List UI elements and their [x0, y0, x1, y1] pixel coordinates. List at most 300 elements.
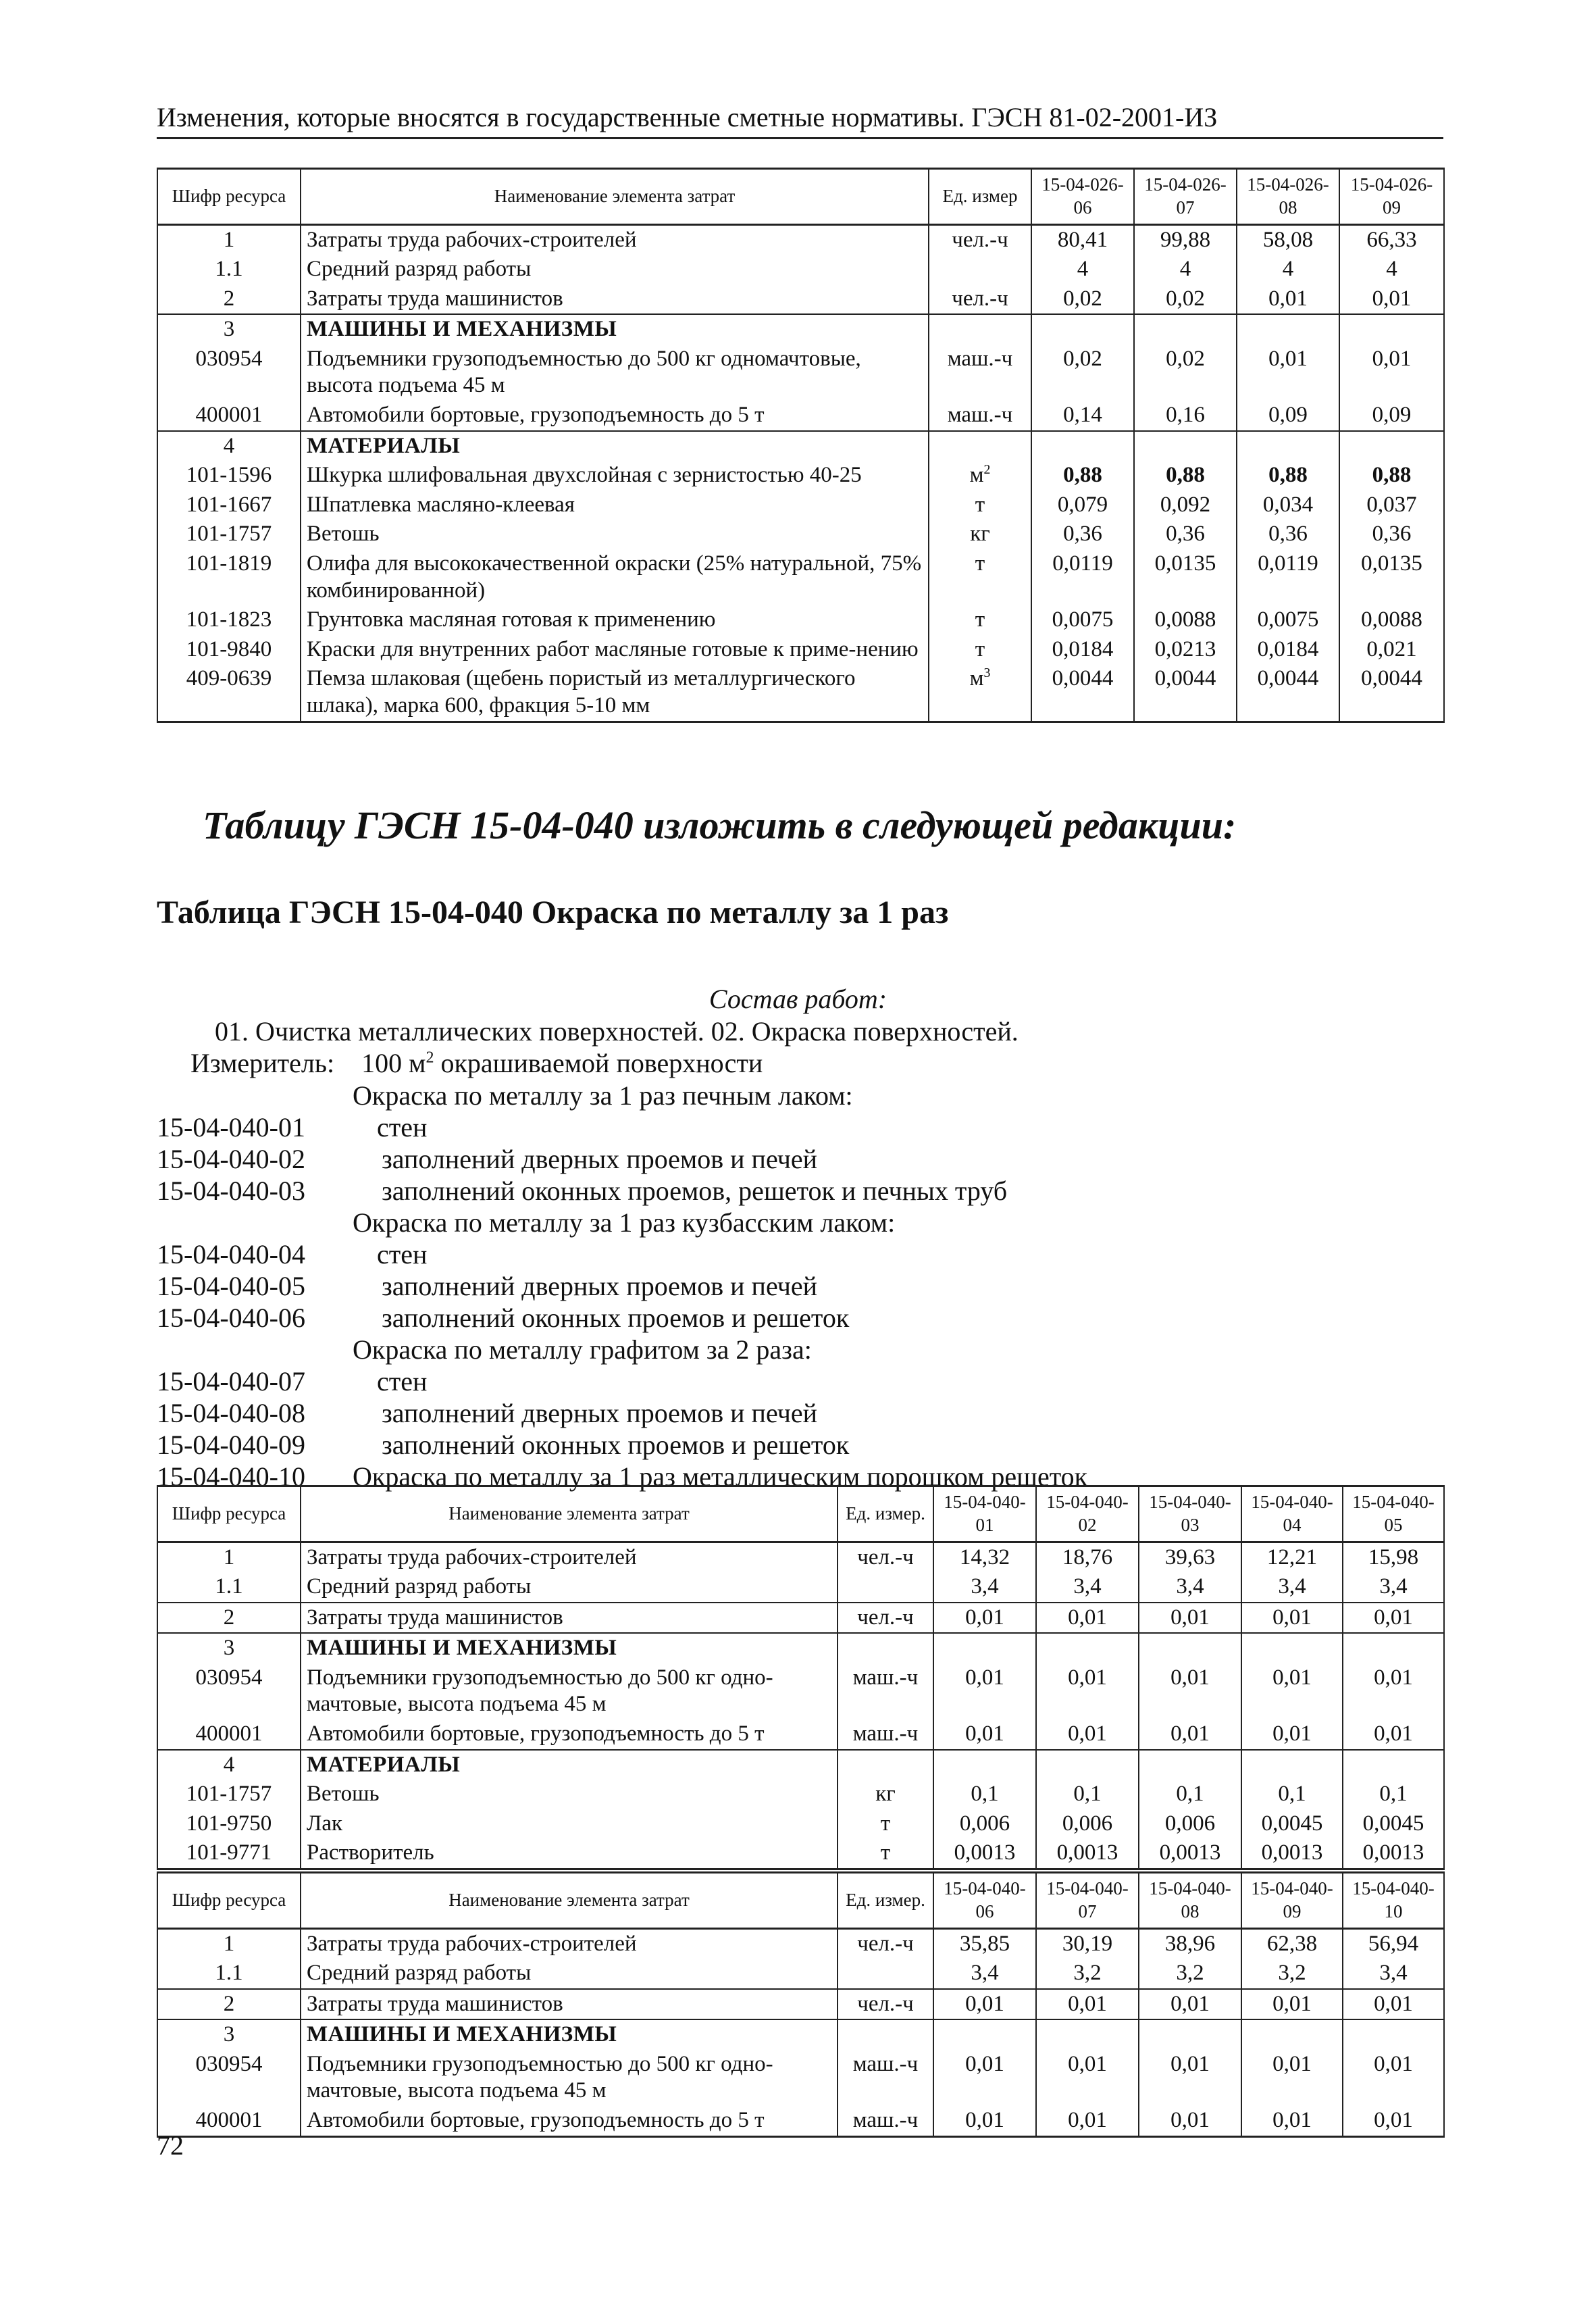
column-header: Ед. измер — [929, 169, 1031, 225]
cell-text: 0,01 — [1272, 1721, 1312, 1746]
cell-text: 0,01 — [1272, 1605, 1312, 1630]
norm-value — [1036, 2106, 1139, 2136]
column-header: Шифр ресурса — [157, 169, 301, 225]
norm-value — [933, 1542, 1036, 1572]
norm-value — [1134, 635, 1237, 665]
resource-name — [301, 255, 929, 284]
norm-value — [933, 1809, 1036, 1839]
cell-text: 3,2 — [1176, 1961, 1204, 1986]
norm-value — [1241, 1542, 1343, 1572]
resource-code — [157, 1603, 301, 1634]
meter-rest: окрашиваемой поверхности — [434, 1048, 763, 1078]
page-number: 72 — [157, 2130, 184, 2161]
cell-text: 101-1823 — [186, 607, 272, 632]
running-header: Изменения, которые вносятся в государственные сметные нормативы. ГЭСН 81-02-2001-ИЗ — [157, 101, 1443, 139]
cell-text: 1.1 — [215, 1961, 243, 1986]
cell-text: 18,76 — [1062, 1544, 1113, 1569]
unit — [838, 2106, 933, 2136]
cell-text: маш.-ч — [852, 2051, 919, 2076]
column-header: 15-04-040-03 — [1139, 1486, 1241, 1542]
norm-value — [1343, 1780, 1444, 1809]
norm-value — [1343, 1989, 1444, 2020]
cell-text: 3 — [223, 1636, 235, 1661]
norm-description: стен — [377, 1112, 428, 1142]
unit — [838, 1750, 933, 1780]
norm-value — [1237, 664, 1339, 722]
cell-text: 0,01 — [1170, 1665, 1210, 1690]
norm-value — [933, 2050, 1036, 2106]
unit — [929, 224, 1031, 255]
cell-text: 1 — [223, 1931, 235, 1956]
norm-description: заполнений дверных проемов и печей — [382, 1398, 817, 1428]
unit — [838, 1663, 933, 1719]
table-row — [157, 2019, 1444, 2050]
norm-value — [1139, 1633, 1241, 1663]
norm-value — [1237, 224, 1339, 255]
cell-text: 400001 — [195, 403, 263, 428]
unit — [929, 345, 1031, 401]
norm-value — [933, 1719, 1036, 1750]
norm-value — [1343, 1603, 1444, 1634]
cell-text: МАШИНЫ И МЕХАНИЗМЫ — [307, 2022, 617, 2047]
composition-label: Состав работ: — [709, 984, 887, 1014]
resource-name — [301, 1542, 838, 1572]
cell-text: 3,4 — [1176, 1574, 1204, 1599]
resource-code — [157, 345, 301, 401]
cell-text: 1 — [223, 227, 235, 252]
cell-text: 0,1 — [1073, 1782, 1102, 1807]
norm-description: заполнений оконных проемов и решеток — [382, 1303, 850, 1333]
cell-text: 0,01 — [1272, 1991, 1312, 2016]
cell-text: 0,037 — [1366, 492, 1417, 517]
resource-code — [157, 1663, 301, 1719]
cell-text: 0,09 — [1268, 403, 1308, 428]
cell-text: 12,21 — [1266, 1544, 1318, 1569]
resource-name — [301, 1989, 838, 2020]
norm-value — [1134, 314, 1237, 345]
cell-text: чел.-ч — [857, 1544, 914, 1569]
cell-text: 030954 — [195, 2051, 263, 2076]
cell-text: 0,01 — [1068, 2051, 1107, 2076]
norm-description: Окраска по металлу за 1 раз печным лаком: — [353, 1080, 853, 1111]
cell-text: т — [975, 636, 985, 661]
resource-code — [157, 1572, 301, 1603]
norm-value — [933, 1603, 1036, 1634]
column-header: 15-04-040-10 — [1343, 1873, 1444, 1929]
cell-text: 0,01 — [1372, 346, 1412, 371]
column-header: Наименование элемента затрат — [301, 1873, 838, 1929]
cell-text: 0,01 — [965, 1605, 1004, 1630]
norm-value — [1237, 431, 1339, 461]
table-row — [157, 255, 1444, 284]
norm-code: 15-04-040-07 — [157, 1366, 305, 1397]
cell-text: 0,1 — [1278, 1782, 1306, 1807]
norm-value — [1139, 2019, 1241, 2050]
norm-value — [1339, 461, 1444, 491]
resource-code — [157, 1928, 301, 1959]
norm-value — [1031, 635, 1134, 665]
unit — [929, 549, 1031, 605]
unit — [929, 461, 1031, 491]
resource-name — [301, 664, 929, 722]
norm-value — [1134, 664, 1237, 722]
cell-text: 4 — [1386, 257, 1397, 282]
norm-value — [1343, 1542, 1444, 1572]
cell-text: 1.1 — [215, 257, 243, 282]
norm-code: 15-04-040-01 — [157, 1112, 305, 1142]
cell-text: 0,0013 — [1362, 1840, 1424, 1865]
resource-name — [301, 491, 929, 520]
cell-text: 0,88 — [1372, 463, 1412, 488]
table-row — [157, 345, 1444, 401]
composition-text: 01. Очистка металлических поверхностей. 02. Окраска поверхностей. — [215, 1016, 1019, 1047]
norm-value — [1031, 345, 1134, 401]
cell-text: Затраты труда рабочих-строителей — [307, 1931, 637, 1956]
resource-name — [301, 635, 929, 665]
norm-value — [1139, 1719, 1241, 1750]
norm-value — [933, 1780, 1036, 1809]
norm-value — [1139, 2106, 1241, 2136]
resource-code — [157, 2050, 301, 2106]
cell-text: 0,88 — [1166, 463, 1205, 488]
cell-text: 0,01 — [1170, 2051, 1210, 2076]
norm-value — [1134, 255, 1237, 284]
norm-value — [1241, 1989, 1343, 2020]
resource-name — [301, 520, 929, 549]
cell-text: кг — [875, 1782, 896, 1807]
norm-value — [1241, 1572, 1343, 1603]
norm-value — [1343, 1928, 1444, 1959]
resource-table-040-06-10 — [157, 1871, 1445, 2138]
cell-text: Средний разряд работы — [307, 257, 532, 282]
cell-text: 0,01 — [1374, 2108, 1413, 2133]
norm-value — [1241, 1750, 1343, 1780]
cell-text: т — [975, 551, 985, 576]
cell-text: 4 — [223, 433, 235, 458]
norm-value — [1343, 1633, 1444, 1663]
cell-text: 0,0013 — [1159, 1840, 1221, 1865]
cell-text: Подъемники грузоподъемностью до 500 кг одно-мачтовые, высота подъема 45 м — [307, 1665, 773, 1717]
table-row — [157, 401, 1444, 431]
cell-text: 14,32 — [959, 1544, 1010, 1569]
table-row — [157, 1719, 1444, 1750]
cell-text: 0,0013 — [954, 1840, 1016, 1865]
table-row — [157, 1542, 1444, 1572]
norm-value — [933, 2019, 1036, 2050]
column-header: 15-04-026-07 — [1134, 169, 1237, 225]
cell-text: т — [880, 1811, 891, 1836]
table-row — [157, 2050, 1444, 2106]
cell-text: 0,0088 — [1154, 607, 1216, 632]
norm-value — [1139, 1809, 1241, 1839]
cell-text: 0,0135 — [1361, 551, 1422, 576]
unit — [929, 255, 1031, 284]
cell-text: 409-0639 — [186, 666, 272, 691]
meter-value: 100 м — [361, 1048, 426, 1078]
resource-name — [301, 1572, 838, 1603]
unit — [929, 664, 1031, 722]
table-row — [157, 1633, 1444, 1663]
norm-value — [1237, 549, 1339, 605]
table-row — [157, 431, 1444, 461]
cell-text: 0,36 — [1372, 522, 1412, 547]
norm-code: 15-04-040-05 — [157, 1271, 305, 1301]
cell-text: т — [880, 1840, 891, 1865]
norm-description: заполнений оконных проемов, решеток и печных труб — [382, 1176, 1008, 1206]
norm-value — [1134, 401, 1237, 431]
cell-text: Автомобили бортовые, грузоподъемность до 5 т — [307, 2108, 765, 2133]
cell-text: Затраты труда машинистов — [307, 286, 563, 311]
cell-text: 2 — [223, 286, 235, 311]
column-header: Ед. измер. — [838, 1873, 933, 1929]
norm-value — [1134, 224, 1237, 255]
unit — [838, 1959, 933, 1989]
cell-text: 80,41 — [1057, 227, 1108, 252]
cell-text: 1.1 — [215, 1574, 243, 1599]
resource-name — [301, 1663, 838, 1719]
cell-text: 0,006 — [1062, 1811, 1113, 1836]
cell-text: Подъемники грузоподъемностью до 500 кг одномачтовые, высота подъема 45 м — [307, 346, 861, 398]
cell-text: 0,02 — [1063, 346, 1102, 371]
cell-text: т — [975, 492, 985, 517]
norm-value — [1139, 2050, 1241, 2106]
unit — [838, 1719, 933, 1750]
table-row — [157, 224, 1444, 255]
resource-name — [301, 1633, 838, 1663]
norm-value — [1343, 1663, 1444, 1719]
cell-text: Затраты труда машинистов — [307, 1991, 563, 2016]
resource-code — [157, 549, 301, 605]
cell-text: Олифа для высококачественной окраски (25% натуральной, 75% комбинированной) — [307, 551, 922, 603]
norm-value — [1339, 255, 1444, 284]
norm-value — [1339, 605, 1444, 635]
norm-value — [1339, 635, 1444, 665]
cell-text: 0,0045 — [1261, 1811, 1323, 1836]
cell-text: 0,006 — [959, 1811, 1010, 1836]
table-header-row — [157, 1486, 1444, 1542]
resource-code — [157, 1780, 301, 1809]
resource-code — [157, 491, 301, 520]
norm-code: 15-04-040-02 — [157, 1144, 305, 1174]
resource-code — [157, 1989, 301, 2020]
cell-text: маш.-ч — [947, 346, 1013, 371]
norm-value — [1241, 1603, 1343, 1634]
norm-value — [933, 1633, 1036, 1663]
norm-description: заполнений оконных проемов и решеток — [382, 1430, 850, 1460]
cell-text: 0,0184 — [1052, 636, 1114, 661]
cell-text: 0,0044 — [1052, 666, 1114, 691]
cell-text: Ветошь — [307, 1782, 380, 1807]
resource-code — [157, 1542, 301, 1572]
resource-name — [301, 1959, 838, 1989]
cell-text: 0,36 — [1063, 522, 1102, 547]
norm-value — [1139, 1750, 1241, 1780]
unit — [838, 1809, 933, 1839]
cell-text: 101-9750 — [186, 1811, 272, 1836]
cell-text: 0,01 — [965, 2051, 1004, 2076]
resource-name — [301, 2019, 838, 2050]
resource-code — [157, 1809, 301, 1839]
cell-text: 0,021 — [1366, 636, 1417, 661]
norm-value — [1237, 401, 1339, 431]
cell-text: 0,01 — [965, 1991, 1004, 2016]
table-title: Таблица ГЭСН 15-04-040 Окраска по металлу за 1 раз — [157, 895, 949, 930]
cell-text: 39,63 — [1164, 1544, 1216, 1569]
cell-text: 4 — [1179, 257, 1191, 282]
resource-code — [157, 314, 301, 345]
table-row — [157, 635, 1444, 665]
cell-text: 0,0044 — [1257, 666, 1319, 691]
cell-text: 101-1757 — [186, 1782, 272, 1807]
column-header: 15-04-040-02 — [1036, 1486, 1139, 1542]
cell-text: 0,1 — [1176, 1782, 1204, 1807]
norm-value — [933, 2106, 1036, 2136]
resource-code — [157, 461, 301, 491]
norm-value — [1241, 2019, 1343, 2050]
cell-text: 0,01 — [1372, 286, 1412, 311]
cell-text: 0,006 — [1164, 1811, 1216, 1836]
table-row — [157, 1750, 1444, 1780]
table-row — [157, 664, 1444, 722]
norm-value — [1134, 284, 1237, 315]
resource-code — [157, 1959, 301, 1989]
cell-text: 3,4 — [1278, 1574, 1306, 1599]
norm-value — [1139, 1838, 1241, 1869]
norm-value — [1036, 1959, 1139, 1989]
norm-value — [1237, 314, 1339, 345]
norm-value — [933, 1989, 1036, 2020]
cell-text: 0,01 — [1374, 2051, 1413, 2076]
resource-code — [157, 431, 301, 461]
table-row — [157, 284, 1444, 315]
unit — [929, 605, 1031, 635]
cell-text: 0,02 — [1166, 346, 1205, 371]
norm-value — [1343, 1959, 1444, 1989]
cell-text: м — [969, 463, 984, 488]
norm-value — [1134, 461, 1237, 491]
cell-text: 101-1667 — [186, 492, 272, 517]
table-row — [157, 2106, 1444, 2136]
cell-text: 0,01 — [965, 1721, 1004, 1746]
norm-value — [1237, 255, 1339, 284]
cell-text: 0,01 — [1170, 1721, 1210, 1746]
resource-name — [301, 1603, 838, 1634]
norm-value — [1031, 664, 1134, 722]
cell-text: 0,88 — [1063, 463, 1102, 488]
column-header: Наименование элемента затрат — [301, 169, 929, 225]
unit — [929, 314, 1031, 345]
norm-value — [1139, 1928, 1241, 1959]
cell-text: 0,0013 — [1056, 1840, 1118, 1865]
norm-code: 15-04-040-09 — [157, 1430, 305, 1460]
cell-text: чел.-ч — [952, 286, 1008, 311]
cell-text: 3,2 — [1073, 1961, 1102, 1986]
cell-text: 0,0075 — [1052, 607, 1114, 632]
norm-value — [1241, 2106, 1343, 2136]
norm-value — [1031, 314, 1134, 345]
norm-value — [1031, 284, 1134, 315]
table-row — [157, 605, 1444, 635]
norm-code: 15-04-040-10 — [157, 1461, 305, 1492]
cell-text: маш.-ч — [852, 2108, 919, 2133]
resource-code — [157, 2019, 301, 2050]
norm-value — [1241, 1633, 1343, 1663]
resource-code — [157, 224, 301, 255]
cell-text: 0,01 — [1374, 1991, 1413, 2016]
norm-value — [1241, 1663, 1343, 1719]
cell-text: 3,4 — [1379, 1574, 1408, 1599]
cell-text: 0,16 — [1166, 403, 1205, 428]
cell-text: 101-1757 — [186, 522, 272, 547]
cell-text: 0,01 — [1374, 1605, 1413, 1630]
norm-description: Окраска по металлу графитом за 2 раза: — [353, 1334, 812, 1365]
cell-text: Ветошь — [307, 522, 380, 547]
norm-value — [933, 1928, 1036, 1959]
cell-text: 1 — [223, 1544, 235, 1569]
cell-text: 0,1 — [971, 1782, 999, 1807]
table-row — [157, 549, 1444, 605]
resource-name — [301, 224, 929, 255]
unit — [838, 1633, 933, 1663]
column-header: 15-04-040-05 — [1343, 1486, 1444, 1542]
cell-text: 56,94 — [1368, 1931, 1419, 1956]
cell-text: МАТЕРИАЛЫ — [307, 1752, 461, 1777]
cell-text: Грунтовка масляная готовая к применению — [307, 607, 716, 632]
cell-text: 3,4 — [1073, 1574, 1102, 1599]
cell-text: 400001 — [195, 2108, 263, 2133]
cell-text: 0,0213 — [1154, 636, 1216, 661]
cell-text: 99,88 — [1160, 227, 1211, 252]
norm-value — [1241, 1780, 1343, 1809]
table-row — [157, 1809, 1444, 1839]
resource-code — [157, 284, 301, 315]
table-header-row — [157, 169, 1444, 225]
meter-label: Измеритель: — [190, 1048, 335, 1078]
cell-text: 0,01 — [1068, 1721, 1107, 1746]
norm-value — [1031, 431, 1134, 461]
norm-value — [1339, 284, 1444, 315]
cell-text: 2 — [223, 1991, 235, 2016]
cell-text: 0,0135 — [1154, 551, 1216, 576]
resource-code — [157, 255, 301, 284]
norm-value — [1036, 1633, 1139, 1663]
norm-value — [1031, 255, 1134, 284]
unit — [929, 431, 1031, 461]
cell-text: 30,19 — [1062, 1931, 1113, 1956]
resource-code — [157, 635, 301, 665]
column-header: Ед. измер. — [838, 1486, 933, 1542]
column-header: 15-04-026-09 — [1339, 169, 1444, 225]
norm-value — [1241, 1959, 1343, 1989]
cell-text: Краски для внутренних работ масляные готовые к приме-нению — [307, 636, 919, 661]
norm-description: Окраска по металлу за 1 раз кузбасским лаком: — [353, 1207, 896, 1238]
norm-value — [1339, 314, 1444, 345]
norm-value — [1139, 1542, 1241, 1572]
norm-value — [1339, 224, 1444, 255]
cell-text: 0,01 — [1272, 2051, 1312, 2076]
table-row — [157, 1663, 1444, 1719]
cell-text: 0,01 — [965, 2108, 1004, 2133]
cell-text: 030954 — [195, 1665, 263, 1690]
norm-value — [1237, 284, 1339, 315]
unit-exponent: 3 — [983, 665, 991, 681]
norm-value — [1343, 2106, 1444, 2136]
cell-text: Пемза шлаковая (щебень пористый из металлургического шлака), марка 600, фракция 5-10 мм — [307, 666, 856, 718]
cell-text: Подъемники грузоподъемностью до 500 кг одно-мачтовые, высота подъема 45 м — [307, 2051, 773, 2103]
norm-value — [1339, 431, 1444, 461]
norm-value — [1139, 1780, 1241, 1809]
cell-text: Растворитель — [307, 1840, 434, 1865]
